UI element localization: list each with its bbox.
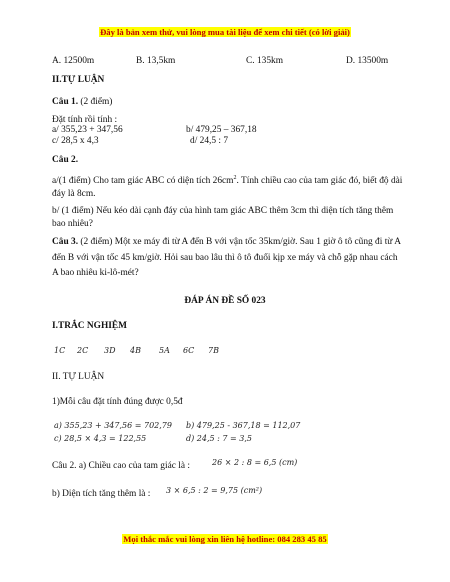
answer-math-a: a) 355,23 + 347,56 = 702,79	[54, 421, 172, 430]
answer-cau2b-text: b) Diện tích tăng thêm là :	[52, 489, 151, 499]
cau2-a	[52, 174, 404, 201]
footer-banner-text: Mọi thắc mắc vui lòng xin liên hệ hotline: 084 283 45 85	[123, 534, 327, 544]
answer-key-4: 4B	[130, 346, 141, 355]
option-a: A. 12500m	[52, 56, 95, 66]
cau3-text: (2 điểm) Một xe máy đi từ A đến B với vận tốc 35km/giờ. Sau 1 giờ ô tô cũng đi từ A đến B với vận tốc 45 km/giờ. Hỏi sau bao lâu thì ô tô đuổi kịp xe máy và chỗ gặp nhau cách A bao nhiêu ki-lô-mét?	[52, 237, 401, 279]
cau1-instruction: Đặt tính rồi tính :	[52, 115, 118, 125]
cau1-a: a/ 355,23 + 347,56	[52, 125, 123, 135]
answer-key-7: 7B	[208, 346, 219, 355]
cau1-heading	[52, 97, 112, 109]
option-b: B. 13,5km	[136, 56, 176, 66]
cau3-label: Câu 3.	[52, 237, 79, 247]
answer-key-3: 3D	[104, 346, 116, 355]
header-banner-text: Đây là bản xem thử, vui lòng mua tài liệu để xem chi tiết (có lời giải)	[100, 27, 350, 37]
cau2-a-text-2: . Tính chiều cao của tam giác đó, biết độ dài đáy là 8cm.	[52, 176, 403, 199]
answer-cau1: 1)Mỗi câu đặt tính đúng được 0,5đ	[52, 397, 183, 407]
cau2-a-sup: 2	[233, 175, 237, 181]
answer-section1: I.TRẮC NGHIỆM	[52, 321, 128, 331]
cau1-points: (2 điểm)	[78, 97, 113, 107]
answer-key-1: 1C	[54, 346, 66, 355]
section2-title: II.TỰ LUẬN	[52, 75, 105, 85]
cau2-b: b/ (1 điểm) Nếu kéo dài cạnh đáy của hình tam giác ABC thêm 3cm thì diện tích tăng thêm bao nhiêu?	[52, 206, 394, 229]
answer-section2: II. TỰ LUẬN	[52, 372, 105, 382]
answer-math-d: d) 24,5 : 7 = 3,5	[186, 434, 252, 443]
answer-key-6: 6C	[183, 346, 195, 355]
answer-cau2b-math: 3 × 6,5 : 2 = 9,75 (cm²)	[166, 486, 263, 495]
header-banner	[0, 27, 450, 37]
footer-banner	[0, 534, 450, 544]
option-d: D. 13500m	[346, 56, 389, 66]
cau1-label: Câu 1.	[52, 97, 79, 107]
answer-title: ĐÁP ÁN ĐỀ SỐ 023	[184, 296, 266, 306]
answer-cau2a-text: Câu 2. a) Chiều cao của tam giác là :	[52, 461, 190, 471]
answer-key-5: 5A	[159, 346, 170, 355]
cau2-a-text-1: a/(1 điểm) Cho tam giác ABC có diện tích 26cm	[52, 176, 234, 187]
cau1-c: c/ 28,5 x 4,3	[52, 136, 99, 146]
answer-math-c: c) 28,5 × 4,3 = 122,55	[54, 434, 147, 443]
cau1-d: d/ 24,5 : 7	[190, 136, 229, 146]
cau3	[52, 235, 404, 282]
cau1-b: b/ 479,25 – 367,18	[186, 125, 257, 135]
cau2-label: Câu 2.	[52, 155, 79, 165]
answer-key-2: 2C	[77, 346, 89, 355]
option-c: C. 135km	[246, 56, 283, 66]
answer-math-b: b) 479,25 - 367,18 = 112,07	[186, 421, 301, 430]
answer-cau2a-math: 26 × 2 : 8 = 6,5 (cm)	[212, 458, 298, 467]
